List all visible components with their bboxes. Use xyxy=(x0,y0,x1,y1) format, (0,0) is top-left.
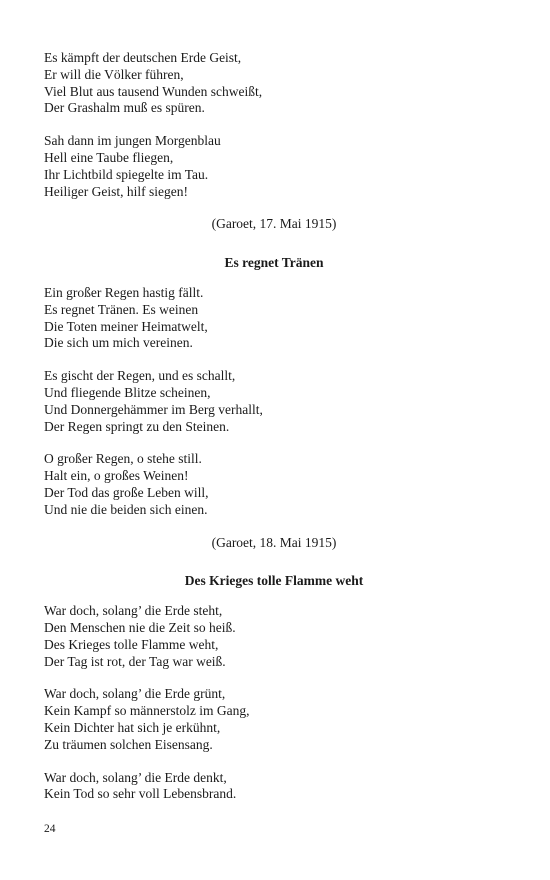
verse-line: Und Donnergehämmer im Berg verhallt, xyxy=(44,401,263,417)
verse-line: Es regnet Tränen. Es weinen xyxy=(44,301,199,317)
verse-line: Halt ein, o großes Weinen! xyxy=(44,468,189,484)
verse-line: Hell eine Taube fliegen, xyxy=(44,149,174,165)
stanza xyxy=(44,451,504,518)
verse-line: Und fliegende Blitze scheinen, xyxy=(44,384,211,400)
verse-line: Der Tod das große Leben will, xyxy=(44,484,209,500)
verse-line: Die Toten meiner Heimatwelt, xyxy=(44,318,208,334)
stanza xyxy=(44,285,504,352)
verse-line: Es gischt der Regen, und es schallt, xyxy=(44,368,236,384)
stanza xyxy=(44,686,504,753)
verse-line: War doch, solang’ die Erde grünt, xyxy=(44,686,226,702)
verse-line: Und nie die beiden sich einen. xyxy=(44,501,208,517)
poem-title: Es regnet Tränen xyxy=(224,255,324,271)
verse-line: Heiliger Geist, hilf siegen! xyxy=(44,183,188,199)
book-page xyxy=(44,50,504,819)
stanza xyxy=(44,133,504,200)
poem-des-krieges-tolle-flamme xyxy=(44,573,504,803)
stanza xyxy=(44,770,504,804)
poem-date: (Garoet, 17. Mai 1915) xyxy=(211,216,337,232)
verse-line: War doch, solang’ die Erde denkt, xyxy=(44,769,227,785)
poem-date: (Garoet, 18. Mai 1915) xyxy=(211,534,337,550)
verse-line: Es kämpft der deutschen Erde Geist, xyxy=(44,50,242,65)
poem-continuation xyxy=(44,50,504,233)
verse-line: Zu träumen solchen Eisensang. xyxy=(44,736,213,752)
verse-line: Viel Blut aus tausend Wunden schweißt, xyxy=(44,83,263,99)
verse-line: Der Tag ist rot, der Tag war weiß. xyxy=(44,653,226,669)
verse-line: Der Grashalm muß es spüren. xyxy=(44,100,205,116)
page-number: 24 xyxy=(44,823,56,835)
verse-line: Sah dann im jungen Morgenblau xyxy=(44,133,221,149)
verse-line: Kein Tod so sehr voll Lebensbrand. xyxy=(44,786,237,802)
verse-line: Die sich um mich vereinen. xyxy=(44,335,193,351)
verse-line: War doch, solang’ die Erde steht, xyxy=(44,603,223,619)
verse-line: Ihr Lichtbild spiegelte im Tau. xyxy=(44,166,209,182)
stanza xyxy=(44,50,504,117)
verse-line: Des Krieges tolle Flamme weht, xyxy=(44,636,219,652)
verse-line: Kein Kampf so männerstolz im Gang, xyxy=(44,703,250,719)
verse-line: O großer Regen, o stehe still. xyxy=(44,451,202,467)
verse-line: Der Regen springt zu den Steinen. xyxy=(44,418,230,434)
verse-line: Er will die Völker führen, xyxy=(44,66,184,82)
verse-line: Den Menschen nie die Zeit so heiß. xyxy=(44,619,236,635)
stanza xyxy=(44,603,504,670)
verse-line: Kein Dichter hat sich je erkühnt, xyxy=(44,719,221,735)
poem-es-regnet-traenen xyxy=(44,255,504,551)
verse-line: Ein großer Regen hastig fällt. xyxy=(44,284,204,300)
poem-title: Des Krieges tolle Flamme weht xyxy=(184,573,364,589)
stanza xyxy=(44,368,504,435)
